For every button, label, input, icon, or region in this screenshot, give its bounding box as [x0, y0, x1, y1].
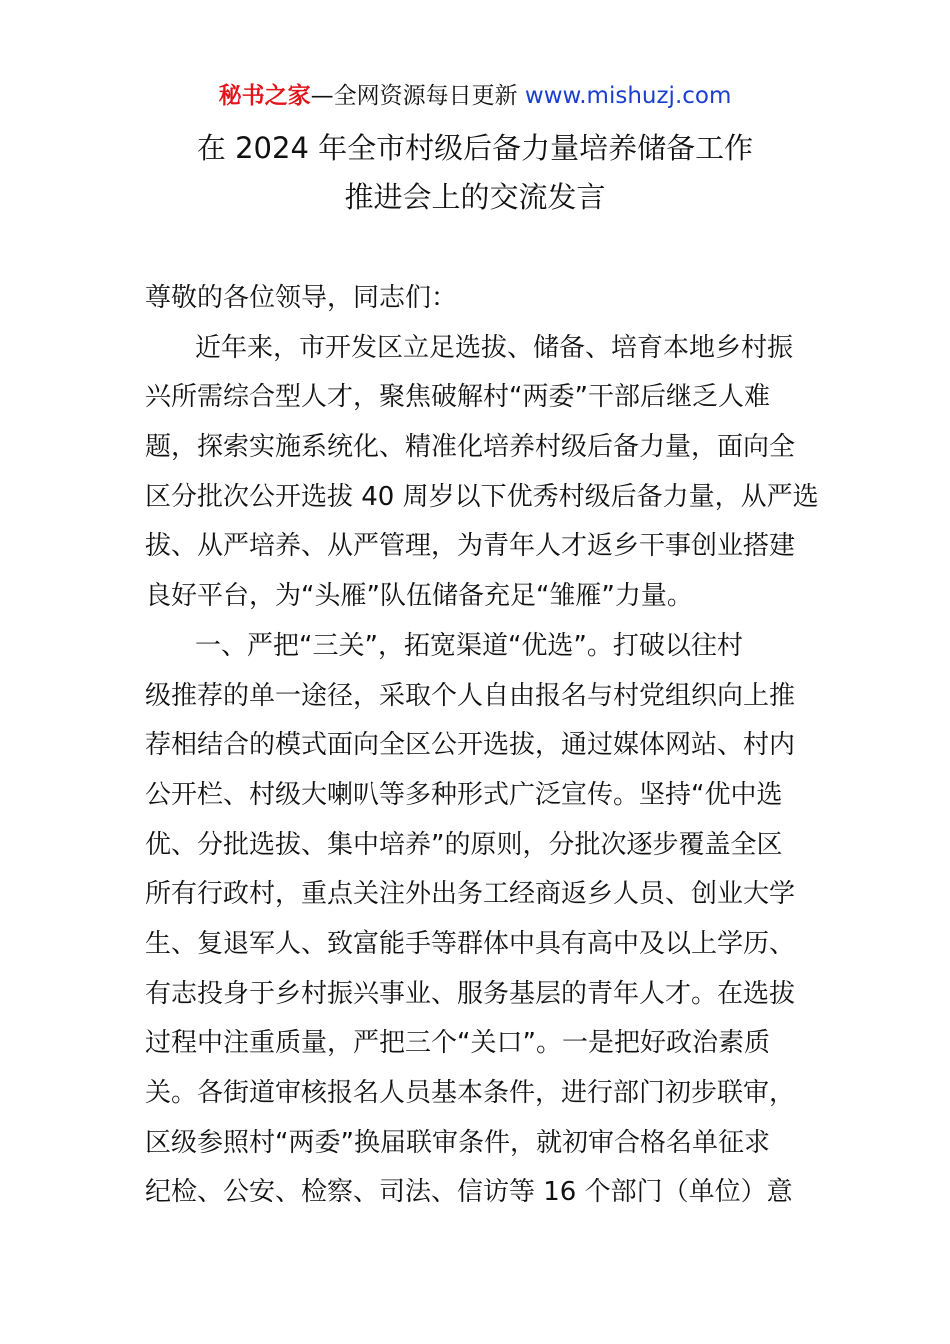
paragraph-line: 兴所需综合型人才，聚焦破解村“两委”干部后继乏人难: [145, 382, 770, 413]
paragraph-line: 有志投身于乡村振兴事业、服务基层的青年人才。在选拔: [145, 978, 796, 1009]
paragraph-line: 过程中注重质量，严把三个“关口”。一是把好政治素质: [145, 1028, 770, 1059]
paragraph-line: 拔、从严培养、从严管理，为青年人才返乡干事创业搭建: [145, 531, 796, 562]
paragraph-line: 纪检、公安、检察、司法、信访等 16 个部门（单位）意: [145, 1177, 793, 1208]
paragraph-line: 所有行政村，重点关注外出务工经商返乡人员、创业大学: [145, 879, 796, 910]
site-watermark-header: [0, 80, 950, 112]
watermark-slogan: —全网资源每日更新: [310, 83, 525, 109]
document-body: [145, 278, 825, 1222]
paragraph-line: 近年来，市开发区立足选拔、储备、培育本地乡村振: [195, 332, 794, 363]
paragraph-line: 生、复退军人、致富能手等群体中具有高中及以上学历、: [145, 928, 796, 959]
paragraph-line: 优、分批选拔、集中培养”的原则，分批次逐步覆盖全区: [145, 829, 783, 860]
watermark-brand: 秘书之家: [218, 83, 311, 109]
watermark-url: www.mishuzj.com: [524, 83, 732, 109]
paragraph-line: 区级参照村“两委”换届联审条件，就初审合格名单征求: [145, 1127, 770, 1158]
paragraph-line: 题，探索实施系统化、精准化培养村级后备力量，面向全: [145, 432, 796, 463]
salutation: 尊敬的各位领导，同志们：: [145, 283, 458, 313]
paragraph-line: 荐相结合的模式面向全区公开选拔，通过媒体网站、村内: [145, 730, 796, 761]
paragraph-line: 关。各街道审核报名人员基本条件，进行部门初步联审，: [145, 1078, 796, 1108]
paragraph-line: 公开栏、村级大喇叭等多种形式广泛宣传。坚持“优中选: [145, 779, 783, 810]
document-title-line-2: 推进会上的交流发言: [344, 180, 606, 214]
document-title-line-1: 在 2024 年全市村级后备力量培养储备工作: [196, 131, 754, 165]
paragraph-line: 级推荐的单一途径，采取个人自由报名与村党组织向上推: [145, 680, 796, 711]
paragraph-line: 区分批次公开选拔 40 周岁以下优秀村级后备力量，从严选: [145, 481, 819, 512]
paragraph-line: 良好平台，为“头雁”队伍储备充足“雏雁”力量。: [145, 581, 693, 612]
section-heading-line: 一、严把“三关”，拓宽渠道“优选”。打破以往村: [195, 630, 743, 661]
